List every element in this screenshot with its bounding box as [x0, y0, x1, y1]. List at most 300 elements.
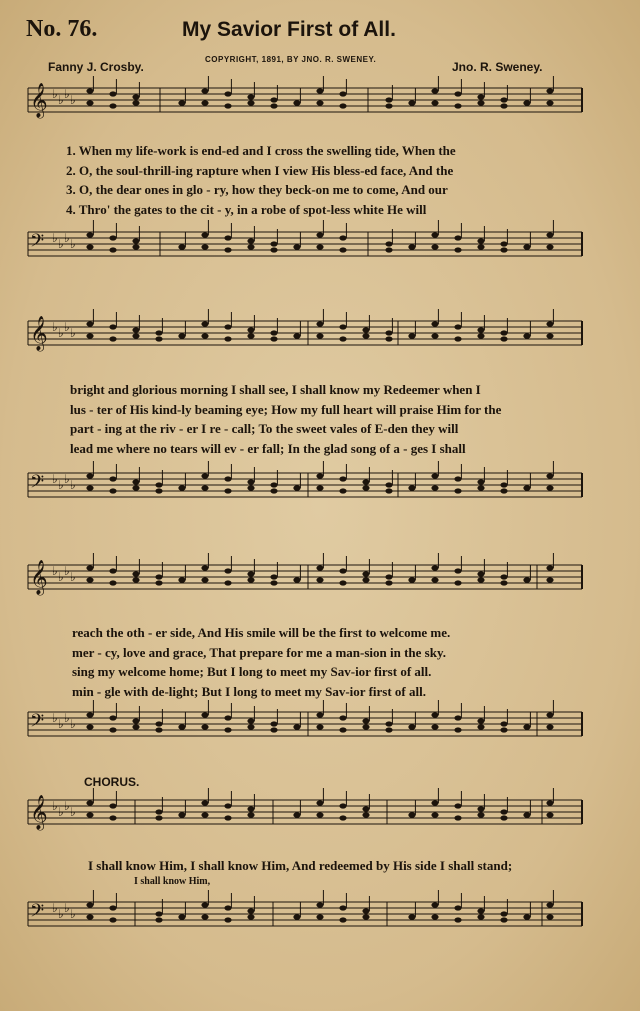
note-head: [155, 815, 162, 820]
note-head: [109, 488, 116, 493]
note-head: [201, 88, 208, 93]
note-head: [86, 321, 93, 326]
note-head: [546, 914, 553, 919]
note-head: [408, 100, 415, 105]
flat-icon: ♭: [58, 93, 64, 107]
note-head: [546, 88, 553, 93]
note-head: [109, 235, 116, 240]
note-head: [247, 479, 254, 484]
note-head: [431, 88, 438, 93]
note-head: [477, 724, 484, 729]
note-head: [500, 727, 507, 732]
staff-treble-1: [28, 88, 582, 112]
note-head: [201, 577, 208, 582]
note-head: [201, 321, 208, 326]
note-head: [500, 330, 507, 335]
note-head: [454, 715, 461, 720]
note-head: [500, 721, 507, 726]
note-head: [523, 244, 530, 249]
note-head: [454, 91, 461, 96]
note-head: [86, 577, 93, 582]
note-head: [109, 580, 116, 585]
note-head: [316, 565, 323, 570]
note-head: [385, 241, 392, 246]
note-head: [201, 800, 208, 805]
note-head: [339, 715, 346, 720]
note-head: [224, 803, 231, 808]
staff-treble-chorus: [28, 800, 582, 824]
flat-icon: ♭: [52, 87, 58, 101]
staff-bass-2: [28, 473, 582, 497]
lyric-line-verse4-a: 4. Thro' the gates to the cit - y, in a robe of spot-less white He will: [66, 202, 427, 217]
note-head: [247, 327, 254, 332]
note-head: [109, 103, 116, 108]
note-head: [500, 241, 507, 246]
note-head: [339, 476, 346, 481]
note-head: [316, 485, 323, 490]
note-head: [247, 244, 254, 249]
note-head: [362, 724, 369, 729]
treble-clef-icon: 𝄞: [30, 316, 48, 351]
lyric-line-verse1-a: 1. When my life-work is end-ed and I cross the swelling tide, When the: [66, 143, 456, 158]
note-head: [477, 94, 484, 99]
note-head: [224, 324, 231, 329]
note-head: [86, 712, 93, 717]
note-head: [224, 488, 231, 493]
note-head: [385, 97, 392, 102]
note-head: [454, 336, 461, 341]
note-head: [431, 321, 438, 326]
note-head: [523, 914, 530, 919]
note-head: [385, 727, 392, 732]
treble-clef-icon: 𝄞: [30, 83, 48, 118]
note-head: [109, 568, 116, 573]
note-head: [247, 908, 254, 913]
flat-icon: ♭: [58, 717, 64, 731]
note-head: [224, 580, 231, 585]
note-head: [454, 803, 461, 808]
note-head: [477, 914, 484, 919]
flat-icon: ♭: [64, 564, 70, 578]
flat-icon: ♭: [58, 478, 64, 492]
flat-icon: ♭: [58, 237, 64, 251]
lyric-line-verse3-a: 3. O, the dear ones in glo - ry, how they beck-on me to come, And our: [66, 182, 448, 197]
note-head: [201, 100, 208, 105]
note-head: [316, 914, 323, 919]
flat-icon: ♭: [52, 711, 58, 725]
note-head: [431, 577, 438, 582]
note-head: [339, 488, 346, 493]
note-head: [201, 232, 208, 237]
note-head: [385, 482, 392, 487]
note-head: [431, 485, 438, 490]
flat-icon: ♭: [70, 717, 76, 731]
lyric-line-verse2-c: mer - cy, love and grace, That prepare for me a man-sion in the sky.: [72, 645, 446, 660]
note-head: [109, 336, 116, 341]
note-head: [546, 902, 553, 907]
note-head: [270, 574, 277, 579]
note-head: [132, 485, 139, 490]
note-head: [408, 485, 415, 490]
note-head: [431, 712, 438, 717]
note-head: [109, 476, 116, 481]
note-head: [109, 815, 116, 820]
note-head: [155, 482, 162, 487]
note-head: [339, 568, 346, 573]
flat-icon: ♭: [64, 472, 70, 486]
note-head: [86, 232, 93, 237]
note-head: [270, 97, 277, 102]
flat-icon: ♭: [70, 93, 76, 107]
note-head: [247, 485, 254, 490]
note-head: [316, 812, 323, 817]
note-head: [339, 103, 346, 108]
note-head: [431, 902, 438, 907]
lyric-line-verse1-c: reach the oth - er side, And His smile will be the first to welcome me.: [72, 625, 451, 640]
note-head: [270, 727, 277, 732]
note-head: [339, 917, 346, 922]
note-head: [477, 479, 484, 484]
note-head: [109, 917, 116, 922]
note-head: [132, 100, 139, 105]
note-head: [523, 333, 530, 338]
note-head: [454, 815, 461, 820]
note-head: [362, 571, 369, 576]
chorus-label: CHORUS.: [84, 775, 140, 789]
note-head: [109, 715, 116, 720]
note-head: [132, 94, 139, 99]
note-head: [316, 724, 323, 729]
note-head: [385, 580, 392, 585]
note-head: [132, 571, 139, 576]
copyright-notice: COPYRIGHT, 1891, BY JNO. R. SWENEY.: [205, 55, 377, 64]
note-head: [132, 479, 139, 484]
note-head: [132, 333, 139, 338]
lyric-line-verse4-b: lead me where no tears will ev - er fall; In the glad song of a - ges I shall: [70, 441, 466, 456]
note-head: [270, 103, 277, 108]
flat-icon: ♭: [52, 799, 58, 813]
note-head: [270, 247, 277, 252]
note-head: [247, 238, 254, 243]
note-head: [339, 727, 346, 732]
note-head: [500, 97, 507, 102]
note-head: [224, 235, 231, 240]
note-head: [362, 914, 369, 919]
note-head: [500, 482, 507, 487]
chorus-lyric-line: I shall know Him, I shall know Him, And redeemed by His side I shall stand;: [88, 858, 513, 873]
note-head: [408, 724, 415, 729]
staff-treble-2: [28, 321, 582, 345]
bass-clef-icon: 𝄢: [30, 472, 45, 497]
flat-icon: ♭: [52, 231, 58, 245]
flat-icon: ♭: [52, 564, 58, 578]
note-head: [86, 333, 93, 338]
note-head: [431, 800, 438, 805]
note-head: [339, 91, 346, 96]
note-head: [546, 321, 553, 326]
note-head: [385, 574, 392, 579]
note-head: [270, 336, 277, 341]
note-head: [454, 235, 461, 240]
note-head: [362, 806, 369, 811]
note-head: [247, 914, 254, 919]
note-head: [385, 103, 392, 108]
note-head: [132, 244, 139, 249]
note-head: [155, 574, 162, 579]
bass-clef-icon: 𝄢: [30, 231, 45, 256]
note-head: [385, 330, 392, 335]
note-head: [431, 244, 438, 249]
note-head: [500, 574, 507, 579]
flat-icon: ♭: [58, 326, 64, 340]
note-head: [431, 565, 438, 570]
note-head: [270, 721, 277, 726]
note-head: [247, 94, 254, 99]
note-head: [339, 235, 346, 240]
note-head: [500, 809, 507, 814]
flat-icon: ♭: [52, 901, 58, 915]
note-head: [316, 902, 323, 907]
note-head: [454, 727, 461, 732]
flat-icon: ♭: [58, 805, 64, 819]
flat-icon: ♭: [64, 901, 70, 915]
note-head: [155, 727, 162, 732]
note-head: [523, 485, 530, 490]
note-head: [86, 914, 93, 919]
note-head: [523, 724, 530, 729]
note-head: [247, 571, 254, 576]
note-head: [270, 330, 277, 335]
note-head: [339, 905, 346, 910]
flat-icon: ♭: [52, 472, 58, 486]
note-head: [155, 911, 162, 916]
lyric-line-verse4-c: min - gle with de-light; But I long to meet my Sav-ior first of all.: [72, 684, 426, 699]
note-head: [500, 815, 507, 820]
note-head: [247, 100, 254, 105]
note-head: [86, 473, 93, 478]
flat-icon: ♭: [64, 231, 70, 245]
note-head: [362, 577, 369, 582]
note-head: [224, 103, 231, 108]
note-head: [546, 473, 553, 478]
note-head: [224, 91, 231, 96]
note-head: [546, 485, 553, 490]
note-head: [224, 568, 231, 573]
note-head: [546, 232, 553, 237]
flat-icon: ♭: [64, 711, 70, 725]
note-head: [477, 571, 484, 576]
lyric-line-verse1-b: bright and glorious morning I shall see, I shall know my Redeemer when I: [70, 382, 481, 397]
note-head: [178, 333, 185, 338]
note-head: [431, 812, 438, 817]
note-head: [293, 914, 300, 919]
note-head: [201, 244, 208, 249]
note-head: [247, 577, 254, 582]
note-head: [477, 718, 484, 723]
note-head: [454, 905, 461, 910]
note-head: [155, 721, 162, 726]
note-head: [178, 244, 185, 249]
note-head: [454, 917, 461, 922]
note-head: [178, 100, 185, 105]
note-head: [132, 718, 139, 723]
note-head: [523, 812, 530, 817]
note-head: [155, 488, 162, 493]
note-head: [316, 321, 323, 326]
note-head: [201, 712, 208, 717]
note-head: [86, 724, 93, 729]
note-head: [477, 327, 484, 332]
note-head: [454, 247, 461, 252]
flat-icon: ♭: [52, 320, 58, 334]
flat-icon: ♭: [70, 570, 76, 584]
note-head: [86, 244, 93, 249]
note-head: [316, 100, 323, 105]
note-head: [500, 488, 507, 493]
note-head: [224, 727, 231, 732]
note-head: [224, 815, 231, 820]
note-head: [546, 244, 553, 249]
note-head: [201, 812, 208, 817]
note-head: [500, 103, 507, 108]
note-head: [500, 336, 507, 341]
staff-bass-3: [28, 712, 582, 736]
note-head: [178, 812, 185, 817]
note-head: [132, 238, 139, 243]
note-head: [109, 324, 116, 329]
note-head: [178, 577, 185, 582]
note-head: [316, 712, 323, 717]
note-head: [86, 88, 93, 93]
note-head: [247, 812, 254, 817]
bass-clef-icon: 𝄢: [30, 901, 45, 926]
staff-bass-1: [28, 232, 582, 256]
note-head: [86, 812, 93, 817]
note-head: [339, 580, 346, 585]
note-head: [247, 806, 254, 811]
note-head: [201, 902, 208, 907]
note-head: [546, 800, 553, 805]
note-head: [385, 336, 392, 341]
note-head: [500, 247, 507, 252]
note-head: [523, 100, 530, 105]
note-head: [339, 324, 346, 329]
note-head: [178, 914, 185, 919]
staff-bass-chorus: [28, 902, 582, 926]
note-head: [247, 333, 254, 338]
note-head: [293, 244, 300, 249]
note-head: [109, 905, 116, 910]
flat-icon: ♭: [70, 237, 76, 251]
note-head: [339, 336, 346, 341]
note-head: [385, 488, 392, 493]
note-head: [408, 577, 415, 582]
note-head: [408, 333, 415, 338]
note-head: [201, 473, 208, 478]
treble-clef-icon: 𝄞: [30, 795, 48, 830]
note-head: [546, 333, 553, 338]
note-head: [155, 809, 162, 814]
note-head: [86, 100, 93, 105]
flat-icon: ♭: [70, 326, 76, 340]
note-head: [109, 727, 116, 732]
note-head: [293, 333, 300, 338]
note-head: [132, 327, 139, 332]
note-head: [201, 565, 208, 570]
bass-clef-icon: 𝄢: [30, 711, 45, 736]
note-head: [339, 803, 346, 808]
flat-icon: ♭: [58, 907, 64, 921]
note-head: [477, 908, 484, 913]
note-head: [546, 812, 553, 817]
note-head: [500, 917, 507, 922]
note-head: [339, 815, 346, 820]
note-head: [362, 485, 369, 490]
note-head: [316, 232, 323, 237]
note-head: [109, 803, 116, 808]
note-head: [362, 718, 369, 723]
note-head: [86, 565, 93, 570]
note-head: [109, 247, 116, 252]
treble-clef-icon: 𝄞: [30, 560, 48, 595]
note-head: [362, 333, 369, 338]
flat-icon: ♭: [64, 799, 70, 813]
note-head: [270, 482, 277, 487]
note-head: [477, 244, 484, 249]
lyricist-credit: Fanny J. Crosby.: [48, 60, 144, 74]
note-head: [477, 577, 484, 582]
note-head: [155, 336, 162, 341]
note-head: [293, 100, 300, 105]
note-head: [362, 812, 369, 817]
note-head: [431, 473, 438, 478]
note-head: [408, 914, 415, 919]
note-head: [477, 806, 484, 811]
note-head: [431, 100, 438, 105]
note-head: [201, 333, 208, 338]
note-head: [316, 244, 323, 249]
note-head: [247, 724, 254, 729]
note-head: [201, 485, 208, 490]
note-head: [454, 324, 461, 329]
note-head: [454, 568, 461, 573]
note-head: [500, 911, 507, 916]
note-head: [224, 715, 231, 720]
note-head: [224, 476, 231, 481]
flat-icon: ♭: [64, 320, 70, 334]
note-head: [155, 580, 162, 585]
note-head: [155, 330, 162, 335]
note-head: [431, 232, 438, 237]
note-head: [477, 100, 484, 105]
note-head: [546, 724, 553, 729]
note-head: [316, 473, 323, 478]
note-head: [385, 721, 392, 726]
note-head: [546, 577, 553, 582]
note-head: [178, 724, 185, 729]
lyric-line-verse3-b: part - ing at the riv - er I re - call; To the sweet vales of E-den they will: [70, 421, 459, 436]
note-head: [132, 724, 139, 729]
note-head: [546, 565, 553, 570]
note-head: [224, 917, 231, 922]
flat-icon: ♭: [58, 570, 64, 584]
note-head: [362, 479, 369, 484]
note-head: [408, 244, 415, 249]
note-head: [178, 485, 185, 490]
note-head: [500, 580, 507, 585]
note-head: [477, 812, 484, 817]
chorus-alto-lyric: I shall know Him,: [134, 876, 211, 887]
